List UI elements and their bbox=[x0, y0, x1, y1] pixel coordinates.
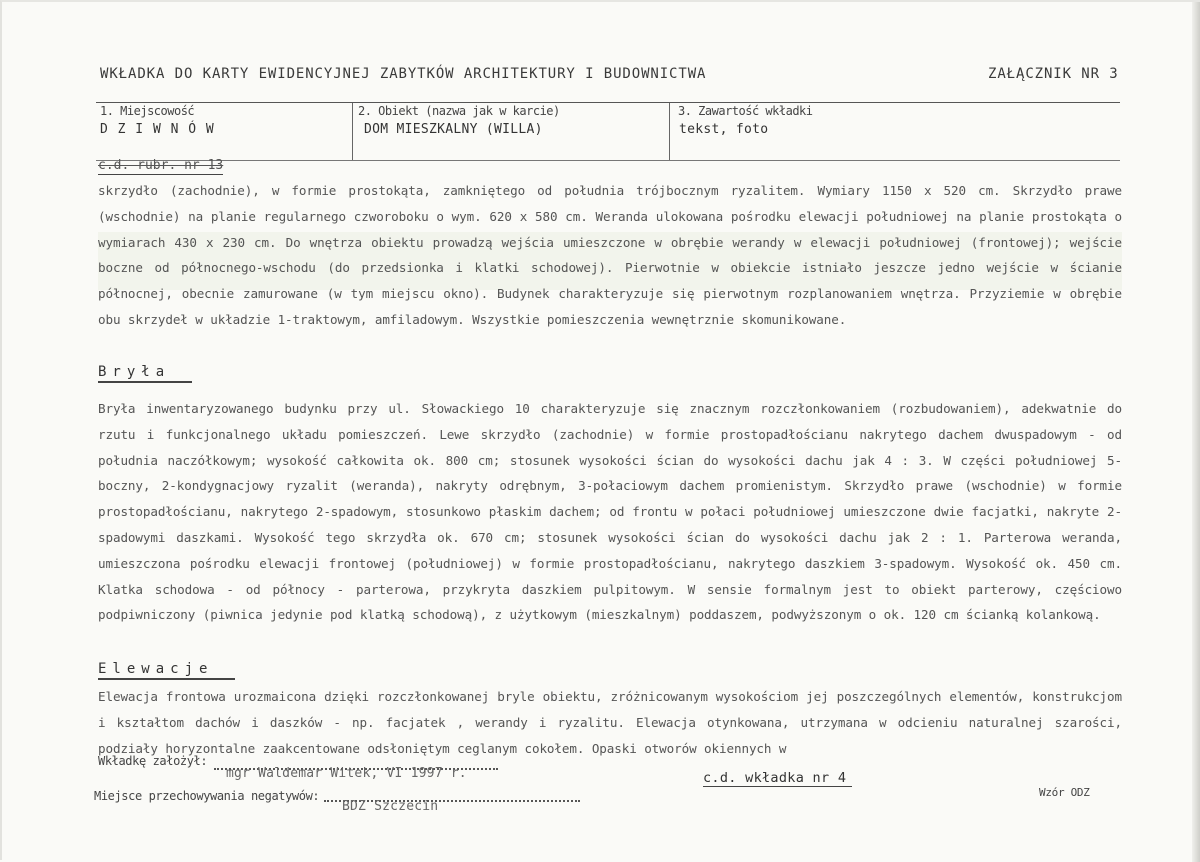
locality-value: D Z I W N Ó W bbox=[100, 122, 215, 137]
prepared-by-label: Wkładkę założył: bbox=[98, 754, 208, 768]
object-value: DOM MIESZKALNY (WILLA) bbox=[364, 122, 543, 137]
paragraph-layout: skrzydło (zachodnie), w formie prostokąta, zamkniętego od południa trójbocznym ryzalitem. Wymiary 1150 x 520 cm. Skrzydło prawe (wschodnie) na planie regularnego czworoboku o wym. 620 x 580 cm. Weranda ulokowana pośrodku elewacji południowej na planie prostokąta o wymiarach 430 x 230 cm. Do wnętrza obiektu prowadzą wejścia umieszczone w obrębie werandy w elewacji południowej (frontowej); wejście boczne od północnego-wschodu (do przedsionka i klatki schodowej). Pierwotnie w obiekcie istniało jeszcze jedno wejście w ścianie północnej, obecnie zamurowane (w tym miejscu okno). Budynek charakteryzuje się pierwotnym rozplanowaniem wnętrza. Przyziemie w obrębie obu skrzydeł w układzie 1-traktowym, amfiladowym. Wszystkie pomieszczenia wewnętrznie skomunikowane. bbox=[98, 183, 1122, 327]
paragraph-elewacje: Elewacja frontowa urozmaicona dzięki rozczłonkowanej bryle obiektu, zróżnicowanym wysokościom jej poszczególnych elementów, konstrukcjom i kształtom dachów i daszków - np. facjatek , werandy i ryzalitu. Elewacja otynkowana, utrzymana w odcieniu naturalnej szarości, podziały horyzontalne zaakcentowane odsłoniętym ceglanym cokołem. Opaski otworów okiennych w bbox=[98, 689, 1122, 756]
locality-label: 1. Miejscowość bbox=[100, 104, 195, 118]
form-code: Wzór ODZ bbox=[1039, 786, 1090, 799]
document-title: WKŁADKA DO KARTY EWIDENCYJNEJ ZABYTKÓW ARCHITEKTURY I BUDOWNICTWA bbox=[100, 66, 707, 82]
box-bottom-rule bbox=[96, 160, 1120, 161]
contents-label: 3. Zawartość wkładki bbox=[678, 104, 813, 118]
annex-number: ZAŁĄCZNIK NR 3 bbox=[988, 66, 1119, 82]
negatives-storage-value: BDZ Szczecin bbox=[342, 799, 439, 814]
continued-insert-note: c.d. wkładka nr 4 bbox=[703, 770, 852, 787]
continuation-heading: c.d. rubr. nr 13 bbox=[98, 158, 224, 173]
section-heading-bryla: Bryła bbox=[98, 363, 192, 383]
page-edge-shadow bbox=[1192, 2, 1200, 862]
box-divider-2 bbox=[669, 103, 670, 160]
negatives-storage-label: Miejsce przechowywania negatywów: bbox=[94, 789, 320, 803]
section-heading-elewacje: Elewacje bbox=[98, 660, 235, 680]
box-divider-1 bbox=[352, 103, 353, 160]
prepared-by-value: mgr Waldemar Witek, VI 1997 r. bbox=[226, 766, 467, 781]
object-label: 2. Obiekt (nazwa jak w karcie) bbox=[358, 104, 560, 118]
paragraph-bryla: Bryła inwentaryzowanego budynku przy ul. Słowackiego 10 charakteryzuje się znacznym rozczłonkowaniem (rozbudowaniem), adekwatnie do rzutu i funkcjonalnego układu pomieszczeń. Lewe skrzydło (zachodnie) w formie prostopadłościanu nakrytego dachem dwuspadowym - od południa naczółkowym; wysokość całkowita ok. 800 cm; stosunek wysokości ścian do wysokości dachu jak 4 : 3. W części południowej 5-boczny, 2-kondygnacjowy ryzalit (weranda), nakryty odrębnym, 3-połaciowym dachem promienistym. Skrzydło prawe (wschodnie) w formie prostopadłościanu, nakrytego 2-spadowym, stosunkowo płaskim dachem; od frontu w połaci południowej umieszczone dwie facjatki, nakryte 2-spadowymi daszkami. Wysokość tego skrzydła ok. 670 cm; stosunek wysokości ścian do wysokości dachu jak 2 : 1. Parterowa weranda, umieszczona pośrodku elewacji frontowej (południowej) w formie prostopadłościanu, nakrytego daszkiem 3-spadowym. Wysokość ok. 450 cm. Klatka schodowa - od północy - parterowa, przykryta daszkiem pulpitowym. W sensie formalnym jest to obiekt parterowy, częściowo podpiwniczony (piwnica jedynie pod klatką schodową), z użytkowym (mieszkalnym) poddaszem, podwyższonym o ok. 120 cm ścianką kolankową. bbox=[98, 401, 1122, 623]
contents-value: tekst, foto bbox=[679, 122, 769, 137]
header-rule bbox=[96, 102, 1120, 103]
